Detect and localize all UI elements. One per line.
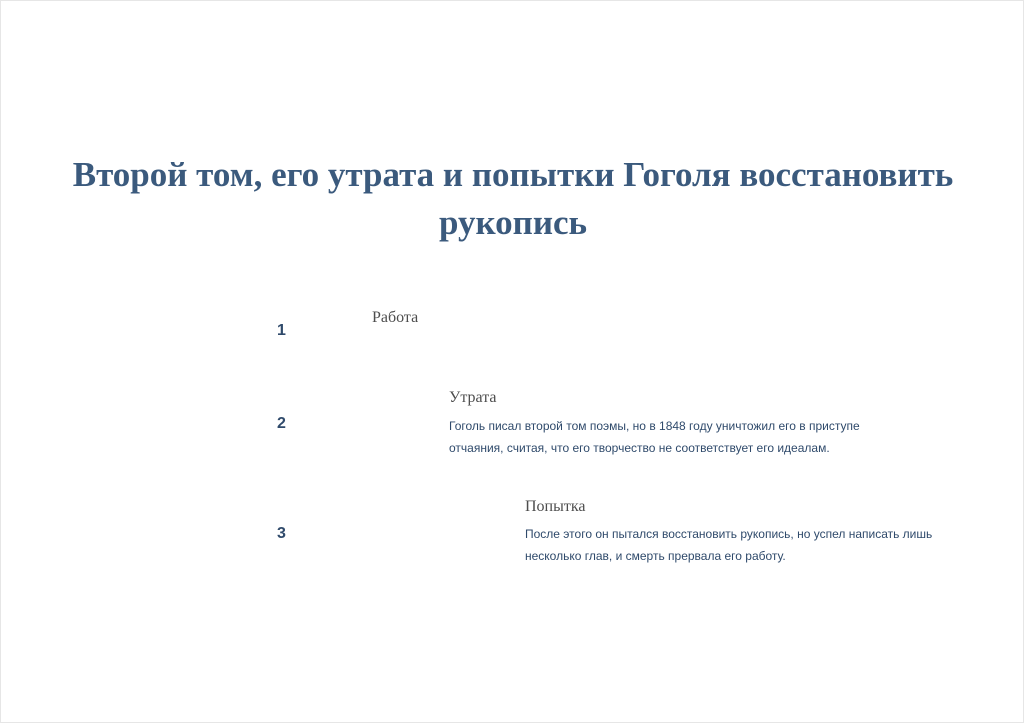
step-1-heading: Работа <box>372 309 419 326</box>
step-3-heading: Попытка <box>525 498 586 515</box>
step-2-text: Гоголь писал второй том поэмы, но в 1848 году уничтожил его в приступе отчаяния, считая, что его творчество не соответствует его идеалам. <box>449 419 860 455</box>
step-2-heading: Утрата <box>449 389 497 406</box>
step-3-number: 3 <box>277 525 286 542</box>
step-2-number: 2 <box>277 415 286 432</box>
step-3-text: После этого он пытался восстановить рукопись, но успел написать лишь несколько глав, и смерть прервала его работу. <box>525 527 933 563</box>
step-1-number: 1 <box>277 322 286 339</box>
slide-title: Второй том, его утрата и попытки Гоголя восстановить рукопись <box>72 155 954 242</box>
